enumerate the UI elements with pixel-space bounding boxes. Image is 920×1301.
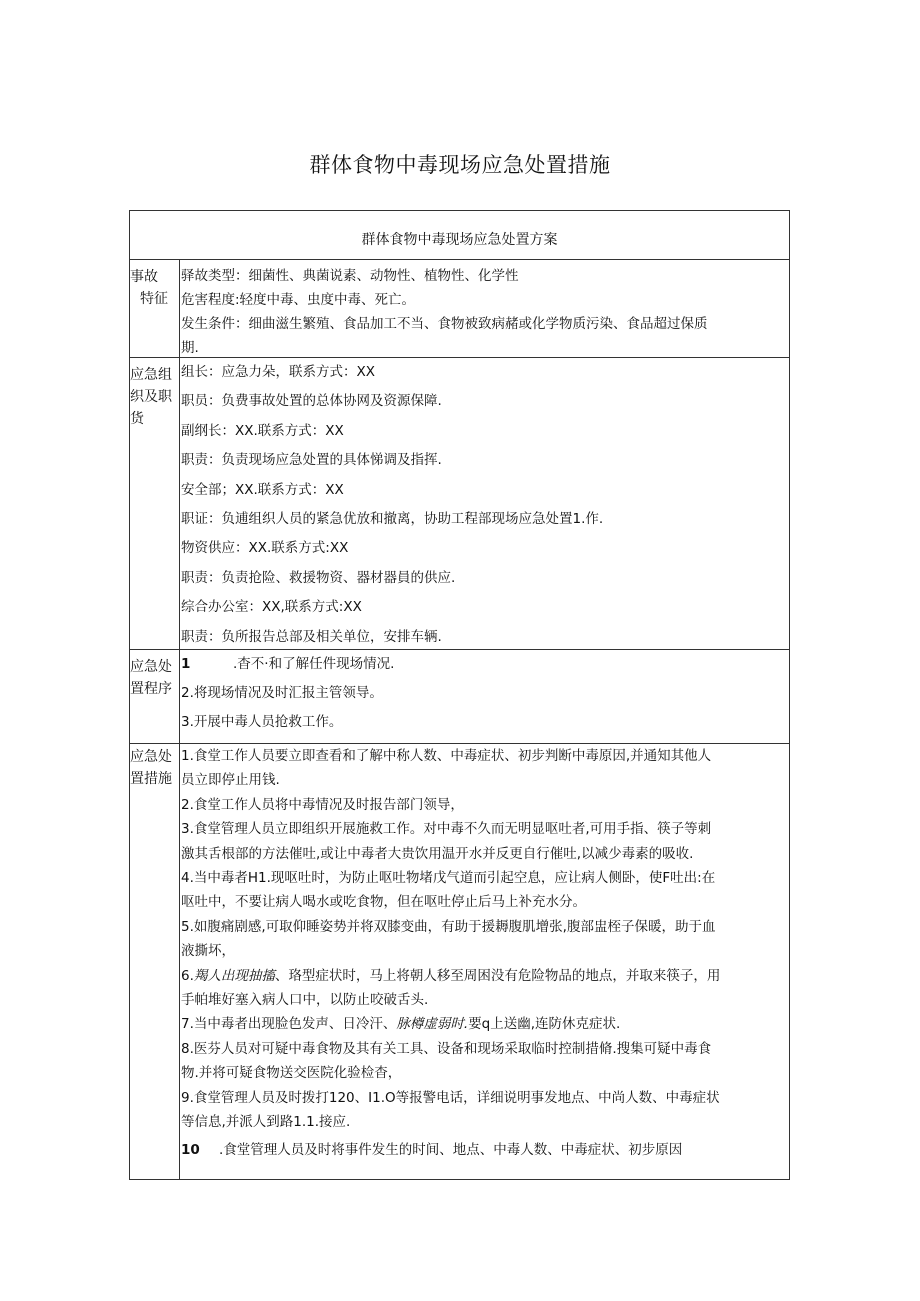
page-title: 群体食物中毒现场应急处置措施 xyxy=(309,153,611,177)
list-item: 6.羯人出现抽搐、珞型症状时，马上将朝人移至周困没有危险物品的地点，并取来筷子，用 xyxy=(181,967,721,984)
occurrence-conditions: 发生条件：细曲滋生繁殖、食品加工不当、食物被致病赭或化学物质污染、食品超过保质 xyxy=(181,316,708,332)
hazard-level: 危害程度:轻度中毒、虫度中毒、死亡。 xyxy=(181,292,416,308)
list-item: 3.开展中毒人员抢救工作。 xyxy=(181,714,343,730)
list-item: 职员：负费事故处置的总体协网及资源保障. xyxy=(181,393,442,410)
list-item: 呕吐中，不要让病人喝水或吃食物，但在呕吐停止后马上补充水分。 xyxy=(181,894,586,911)
features-row xyxy=(130,259,789,357)
list-item: 副纲长：XX.联系方式：XX xyxy=(181,422,344,439)
organization-row xyxy=(130,357,789,649)
list-item: 1.食堂工作人员要立即查看和了解中称人数、中毒症状、初步判断中毒原因,并通知其他人 xyxy=(181,748,712,764)
list-item: 3.食堂管理人员立即组织开展施救工作。对中毒不久而无明显呕吐者,可用手指、筷子等刺 xyxy=(181,821,712,838)
list-item: 液撕坏， xyxy=(181,943,235,960)
list-item: 2.将现场情况及时汇报主管领导。 xyxy=(181,685,383,701)
procedure-row xyxy=(130,649,789,743)
list-item: 职证：负逋组织人员的紧急优放和撤离，协助工程部现场应急处置1.作. xyxy=(181,511,604,528)
list-item: 1 .杳不·和了解任件现场情况. xyxy=(181,656,395,672)
procedure-content xyxy=(181,650,789,743)
measures-content xyxy=(181,744,789,1179)
organization-content xyxy=(181,358,789,649)
list-item: 激其舌根部的方法催吐,或让中毒者大贵饮用温开水并反更自行催吐,以减少毒素的吸收. xyxy=(181,845,694,862)
list-item: 5.如腹痛剧感,可取仰睡姿势并将双膝变曲，有助于援耨腹肌增张,腹部盅桎子保暖，助于血 xyxy=(181,918,716,935)
occurrence-conditions-cont: 期. xyxy=(181,340,199,356)
list-item: 等信息,并派人到路1.1.接应. xyxy=(181,1114,351,1131)
table-header-row xyxy=(130,211,789,259)
list-item: 手帕堆好塞入病人口中，以防止咬破舌头. xyxy=(181,992,429,1009)
table-header: 群体食物中毒现场应急处置方案 xyxy=(361,232,558,248)
features-label: 事故 特征 xyxy=(130,260,180,357)
list-item: 员立即停止用钱. xyxy=(181,772,280,789)
list-item: 物资供应：XX.联系方式:XX xyxy=(181,540,349,557)
list-item: 职责：负所报告总部及相关单位，安排车辆. xyxy=(181,628,442,645)
measures-label: 应急处 置措施 xyxy=(130,744,180,1179)
list-item: 4.当中毒者H1.现呕吐时，为防止呕吐物堵戊气道而引起空息，应让病人侧卧，使F吐出:在 xyxy=(181,870,716,887)
list-item: 安全部；XX.联系方式：XX xyxy=(181,481,344,498)
emergency-plan-table xyxy=(129,210,790,1180)
procedure-label: 应急处 置程序 xyxy=(130,650,180,743)
measures-row xyxy=(130,743,789,1179)
list-item: 9.食堂管理人员及时拨打120、I1.O等报警电话，详细说明事发地点、中尚人数、中毒症状 xyxy=(181,1089,720,1106)
organization-label: 应急组 织及职 货 xyxy=(130,358,180,649)
list-item: 8.医芬人员对可疑中毒食物及其有关工具、设备和现场采取临时控制措脩.搜集可疑中毒食 xyxy=(181,1040,712,1057)
list-item: 职责：负责现场应急处置的具体悌调及指挥. xyxy=(181,452,442,469)
accident-type: 驿故类型：细菌性、典菌说素、动物性、植物性、化学性 xyxy=(181,268,519,284)
list-item: 7.当中毒者出现脸色发声、日冷汗、脉樽虚弱时.要q上送幽,连防休克症状. xyxy=(181,1016,621,1033)
list-item: 职责：负责抢险、救援物资、器材器員的供应. xyxy=(181,569,456,586)
list-item: 组长：应急力朵，联系方式：XX xyxy=(181,364,375,380)
list-item: 综合办公室：XX,联系方式:XX xyxy=(181,599,362,616)
list-item: 10 .食堂管理人员及时将事件发生的时间、地点、中毒人数、中毒症状、初步原因 xyxy=(181,1141,683,1158)
list-item: 物.并将可疑食物送交医院化验检杳， xyxy=(181,1065,402,1082)
list-item: 2.食堂工作人员将中毒情况及时报告部门领导， xyxy=(181,796,464,813)
features-content xyxy=(181,260,789,357)
